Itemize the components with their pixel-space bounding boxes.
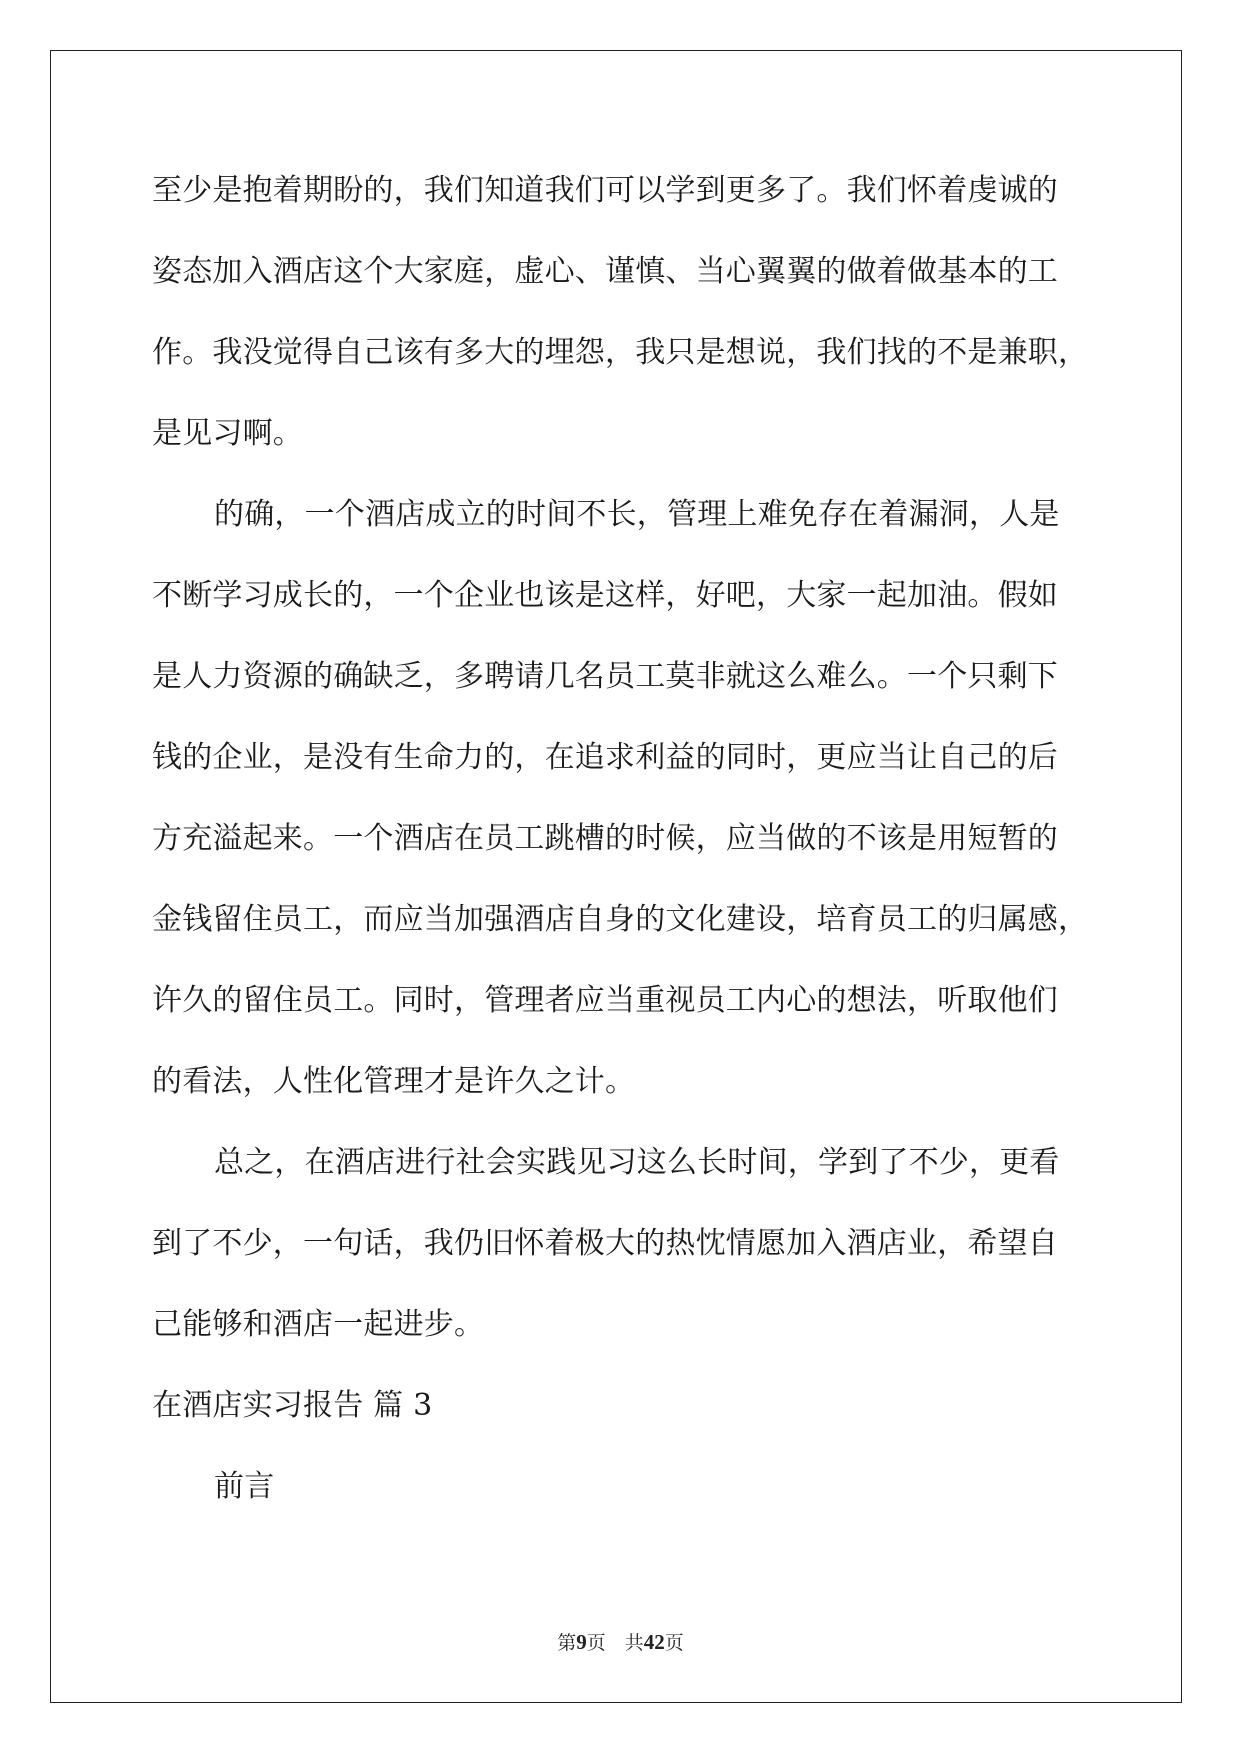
body-line: 姿态加入酒店这个大家庭，虚心、谨慎、当心翼翼的做着做基本的工 [152, 254, 1058, 289]
body-line: 至少是抱着期盼的，我们知道我们可以学到更多了。我们怀着虔诚的 [152, 173, 1058, 208]
body-line: 总之，在酒店进行社会实践见习这么长时间，学到了不少，更看 [214, 1145, 1060, 1180]
body-line: 的看法，人性化管理才是许久之计。 [152, 1064, 636, 1099]
page-label-suffix: 页 [664, 1632, 684, 1654]
section-heading: 在酒店实习报告 篇 3 [152, 1388, 433, 1423]
total-pages: 42 [643, 1630, 665, 1654]
body-line: 到了不少，一句话，我仍旧怀着极大的热忱情愿加入酒店业，希望自 [152, 1226, 1058, 1261]
subheading-preface: 前言 [214, 1469, 275, 1504]
body-line: 金钱留住员工，而应当加强酒店自身的文化建设，培育员工的归属感， [152, 902, 1089, 937]
body-line: 钱的企业，是没有生命力的，在追求利益的同时，更应当让自己的后 [152, 740, 1058, 775]
body-line: 许久的留住员工。同时，管理者应当重视员工内心的想法，听取他们 [152, 983, 1058, 1018]
page-footer [0, 1628, 1241, 1655]
body-line: 不断学习成长的，一个企业也该是这样，好吧，大家一起加油。假如 [152, 578, 1058, 613]
body-line: 是见习啊。 [152, 416, 303, 451]
body-line: 是人力资源的确缺乏，多聘请几名员工莫非就这么难么。一个只剩下 [152, 659, 1058, 694]
page-label-prefix: 第 [557, 1632, 577, 1654]
page-number: 9 [576, 1630, 587, 1654]
body-line: 方充溢起来。一个酒店在员工跳槽的时候，应当做的不该是用短暂的 [152, 821, 1058, 856]
body-line: 作。我没觉得自己该有多大的埋怨，我只是想说，我们找的不是兼职， [152, 335, 1089, 370]
body-line: 的确，一个酒店成立的时间不长，管理上难免存在着漏洞，人是 [214, 497, 1060, 532]
body-line: 己能够和酒店一起进步。 [152, 1307, 485, 1342]
page-label-mid: 页 共 [586, 1632, 644, 1654]
document-body [152, 163, 1112, 1540]
